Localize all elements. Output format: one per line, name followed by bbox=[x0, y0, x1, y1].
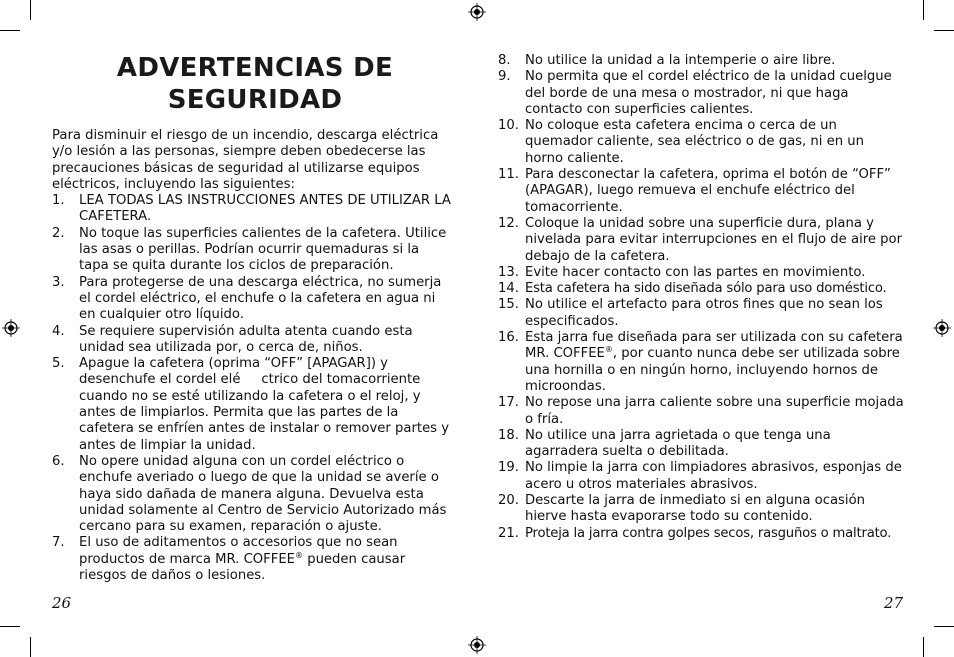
list-item bbox=[498, 395, 904, 428]
item-text: No permita que el cordel eléctrico de la unidad cuelgue del borde de una mesa o mostrador, ni que haga contacto con superficies calientes. bbox=[525, 69, 892, 117]
item-text: Coloque la unidad sobre una superficie dura, plana y nivelada para evitar interrupciones en el flujo de aire por debajo de la cafetera. bbox=[525, 215, 903, 264]
item-number: 17. bbox=[498, 395, 519, 411]
item-text: No utilice la unidad a la intemperie o aire libre. bbox=[525, 53, 836, 68]
list-item bbox=[52, 324, 452, 357]
item-text: No toque las superficies calientes de la cafetera. Utilice las asas o perillas. Podrían ocurrir quemaduras si la tapa se quita durante los ciclos de preparación. bbox=[79, 225, 447, 274]
crop-mark bbox=[30, 637, 31, 657]
list-item bbox=[498, 118, 904, 167]
registration-mark-icon bbox=[468, 636, 486, 654]
item-number: 16. bbox=[498, 330, 519, 346]
item-number: 7. bbox=[52, 535, 65, 551]
list-item bbox=[52, 193, 452, 226]
item-text: Para desconectar la cafetera, oprima el botón de “OFF” (APAGAR), luego remueva el enchufe eléctrico del tomacorriente. bbox=[525, 167, 891, 215]
item-number: 13. bbox=[498, 264, 519, 280]
item-number: 1. bbox=[52, 193, 65, 209]
item-text: LEA TODAS LAS INSTRUCCIONES ANTES DE UTILIZAR LA CAFETERA. bbox=[79, 193, 451, 225]
item-text: Se requiere supervisión adulta atenta cuando esta unidad sea utilizada por, o cerca de, niños. bbox=[79, 323, 413, 355]
registration-mark-icon bbox=[933, 319, 951, 337]
item-text-after: pueden causar riesgos de daños o lesiones. bbox=[79, 551, 406, 584]
page-title: ADVERTENCIAS DE SEGURIDAD bbox=[116, 53, 394, 115]
crop-mark bbox=[0, 626, 20, 627]
item-number: 19. bbox=[498, 460, 519, 476]
item-number: 5. bbox=[52, 356, 65, 372]
warnings-list-right bbox=[498, 53, 904, 542]
page-number-left: 26 bbox=[52, 594, 72, 612]
crop-mark bbox=[0, 30, 20, 31]
crop-mark bbox=[934, 626, 954, 627]
page-number-right: 27 bbox=[884, 594, 904, 612]
item-number: 11. bbox=[498, 167, 519, 183]
item-text: No utilice el artefacto para otros fines que no sean los especificados. bbox=[525, 297, 883, 329]
item-text: Para protegerse de una descarga eléctrica, no sumerja el cordel eléctrico, el enchufe o la cafetera en agua ni en cualquier otro líquido. bbox=[79, 274, 442, 323]
registered-mark: ® bbox=[604, 345, 613, 355]
list-item bbox=[52, 226, 452, 275]
list-item bbox=[52, 356, 452, 454]
item-number: 15. bbox=[498, 297, 519, 313]
item-number: 20. bbox=[498, 493, 519, 509]
item-text-before: Esta jarra fue diseñada para ser utilizada con su cafetera MR. COFFEE bbox=[525, 330, 903, 362]
item-text: No utilice una jarra agrietada o que tenga una agarradera suelta o debilitada. bbox=[525, 427, 831, 460]
list-item bbox=[498, 216, 904, 265]
registered-mark: ® bbox=[295, 550, 303, 560]
item-number: 3. bbox=[52, 274, 65, 290]
intro-paragraph: Para disminuir el riesgo de un incendio, descarga eléctrica y/o lesión a las personas, siempre deben obedecerse las precauciones básicas de seguridad al utilizarse equipos eléctricos, incluyendo las siguientes: bbox=[52, 128, 439, 192]
item-text: No opere unidad alguna con un cordel eléctrico o enchufe averiado o luego de que la unidad se averíe o haya sido dañada de manera alguna. Devuelva esta unidad solamente al Centro de Servicio Autorizado más cercano para su examen, reparación o ajuste. bbox=[79, 453, 447, 535]
list-item bbox=[498, 428, 904, 461]
item-number: 21. bbox=[498, 525, 519, 541]
crop-mark bbox=[923, 637, 924, 657]
list-item bbox=[52, 535, 452, 584]
item-text: Apague la cafetera (oprima “OFF” [APAGAR]) y desenchufe el cordel elé ctrico del tomacorriente cuando no se esté utilizando la cafetera o el reloj, y antes de limpiarlos. Permita que las partes de la cafetera se enfríen antes de instalar o remover partes y antes de limpiar la unidad. bbox=[79, 356, 454, 453]
right-column bbox=[498, 53, 904, 542]
item-text: Esta cafetera ha sido diseñada sólo para uso doméstico. bbox=[525, 281, 887, 297]
list-item bbox=[498, 69, 904, 118]
item-number: 6. bbox=[52, 453, 65, 469]
list-item bbox=[498, 297, 904, 330]
item-text: No limpie la jarra con limpiadores abrasivos, esponjas de acero u otros materiales abrasivos. bbox=[525, 460, 902, 492]
crop-mark bbox=[934, 30, 954, 31]
item-text-before: El uso de aditamentos o accesorios que no sean productos de marca MR. COFFEE bbox=[79, 535, 398, 567]
item-text: Descarte la jarra de inmediato si en alguna ocasión hierve hasta evaporarse todo su contenido. bbox=[525, 493, 865, 525]
item-text-after: , por cuanto nunca debe ser utilizada sobre una hornilla o en ningún horno, incluyendo hornos de microondas. bbox=[525, 346, 900, 394]
list-item bbox=[498, 493, 904, 526]
list-item bbox=[498, 330, 904, 395]
crop-mark bbox=[30, 0, 31, 20]
list-item bbox=[498, 281, 904, 297]
list-item bbox=[498, 167, 904, 216]
left-column bbox=[52, 128, 452, 584]
list-item bbox=[498, 265, 904, 281]
list-item bbox=[498, 53, 904, 69]
item-number: 8. bbox=[498, 53, 511, 68]
list-item bbox=[498, 460, 904, 493]
item-number: 14. bbox=[498, 281, 519, 297]
item-number: 4. bbox=[52, 323, 65, 339]
item-text: No coloque esta cafetera encima o cerca de un quemador caliente, sea eléctrico o de gas, ni en un horno caliente. bbox=[525, 118, 865, 166]
warnings-list-left bbox=[52, 193, 452, 584]
item-number: 10. bbox=[498, 118, 519, 134]
item-number: 2. bbox=[52, 225, 65, 241]
item-number: 12. bbox=[498, 215, 519, 231]
list-item bbox=[52, 275, 452, 324]
list-item bbox=[498, 526, 904, 542]
crop-mark bbox=[923, 0, 924, 20]
item-text: No repose una jarra caliente sobre una superficie mojada o fría. bbox=[525, 395, 904, 427]
item-text: Proteja la jarra contra golpes secos, rasguños o maltrato. bbox=[525, 525, 892, 541]
item-text: Evite hacer contacto con las partes en movimiento. bbox=[525, 264, 866, 280]
list-item bbox=[52, 454, 452, 535]
item-number: 9. bbox=[498, 69, 511, 85]
registration-mark-icon bbox=[468, 3, 486, 21]
registration-mark-icon bbox=[2, 319, 20, 337]
item-number: 18. bbox=[498, 427, 519, 443]
